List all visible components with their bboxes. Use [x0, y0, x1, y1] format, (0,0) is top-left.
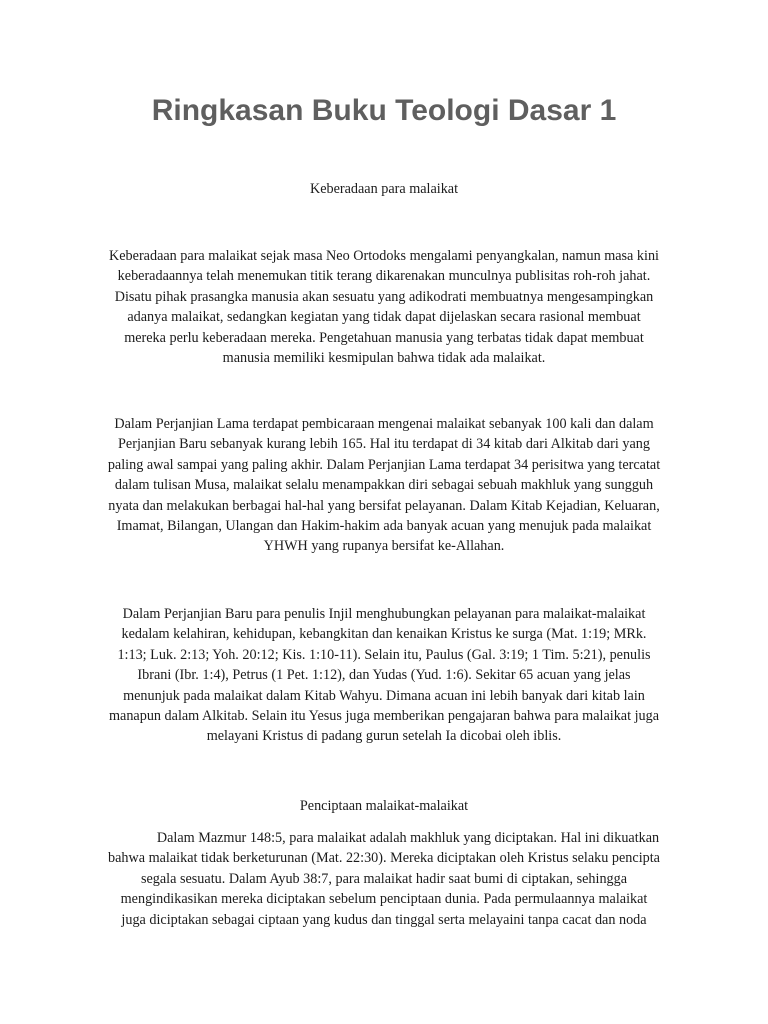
paragraph: [82, 828, 686, 930]
text-line: menunjuk pada malaikat dalam Kitab Wahyu. Dimana acuan ini lebih banyak dari kitab lain: [123, 687, 645, 704]
paragraph: [82, 604, 686, 747]
text-line: nyata dan melakukan berbagai hal-hal yang bersifat pelayanan. Dalam Kitab Kejadian, Keluaran,: [108, 497, 660, 514]
text-line: Perjanjian Baru sebanyak kurang lebih 165. Hal itu terdapat di 34 kitab dari Alkitab dari yang: [118, 436, 650, 453]
text-line: bahwa malaikat tidak berketurunan (Mat. 22:30). Mereka diciptakan oleh Kristus selaku pencipta: [108, 850, 660, 867]
paragraph: [82, 414, 686, 557]
text-line: manapun dalam Alkitab. Selain itu Yesus juga memberikan pengajaran bahwa para malaikat juga: [109, 708, 659, 725]
text-line: mengindikasikan mereka diciptakan sebelum penciptaan dunia. Pada permulaannya malaikat: [120, 891, 648, 908]
text-line: Imamat, Bilangan, Ulangan dan Hakim-hakim ada banyak acuan yang menujuk pada malaikat: [116, 518, 652, 535]
text-line: Keberadaan para malaikat sejak masa Neo Ortodoks mengalami penyangkalan, namun masa kini: [109, 248, 659, 264]
text-line: manusia memiliki kesmipulan bahwa tidak ada malaikat.: [222, 350, 546, 367]
text-line: dalam tulisan Musa, malaikat selalu menampakkan diri sebagai sebuah makhluk yang sungguh: [114, 477, 654, 494]
text-line: juga diciptakan sebagai ciptaan yang kudus dan tinggal serta melayaini tanpa cacat dan noda: [121, 911, 647, 928]
text-line: YHWH yang rupanya bersifat ke-Allahan.: [263, 538, 505, 555]
section-heading: Penciptaan malaikat-malaikat: [299, 798, 469, 814]
text-line: segala sesuatu. Dalam Ayub 38:7, para malaikat hadir saat bumi di ciptakan, sehingga: [140, 870, 628, 887]
text-line: Disatu pihak prasangka manusia akan sesuatu yang adikodrati membuatnya mengesampingkan: [114, 288, 654, 305]
paragraph: [82, 246, 686, 368]
text-line: keberadaannya telah menemukan titik terang dikarenakan munculnya publisitas roh-roh jahat.: [117, 268, 651, 285]
text-line: Ibrani (Ibr. 1:4), Petrus (1 Pet. 1:12), dan Yudas (Yud. 1:6). Sekitar 65 acuan yang jelas: [137, 667, 631, 684]
text-line: adanya malaikat, sedangkan kegiatan yang tidak dapat dijelaskan secara rasional membuat: [127, 309, 641, 326]
text-line: 1:13; Luk. 2:13; Yoh. 20:12; Kis. 1:10-11). Selain itu, Paulus (Gal. 3:19; 1 Tim. 5:21), penulis: [117, 646, 651, 663]
text-line: mereka perlu keberadaan mereka. Pengetahuan manusia yang terbatas tidak dapat membuat: [124, 329, 644, 346]
document-title: Ringkasan Buku Teologi Dasar 1: [151, 94, 617, 127]
text-line: paling awal sampai yang paling akhir. Dalam Perjanjian Lama terdapat 34 perisitwa yang tercatat: [107, 456, 661, 473]
text-line: Dalam Perjanjian Baru para penulis Injil menghubungkan pelayanan para malaikat-malaikat: [122, 606, 646, 622]
text-line: melayani Kristus di padang gurun setelah Ia dicobai oleh iblis.: [206, 728, 562, 745]
text-line: kedalam kelahiran, kehidupan, kebangkitan dan kenaikan Kristus ke surga (Mat. 1:19; MRk.: [121, 626, 647, 643]
text-line: Dalam Mazmur 148:5, para malaikat adalah makhluk yang diciptakan. Hal ini dikuatkan: [156, 830, 660, 846]
section-heading: Keberadaan para malaikat: [309, 181, 459, 197]
text-line: Dalam Perjanjian Lama terdapat pembicaraan mengenai malaikat sebanyak 100 kali dan dalam: [114, 416, 654, 432]
